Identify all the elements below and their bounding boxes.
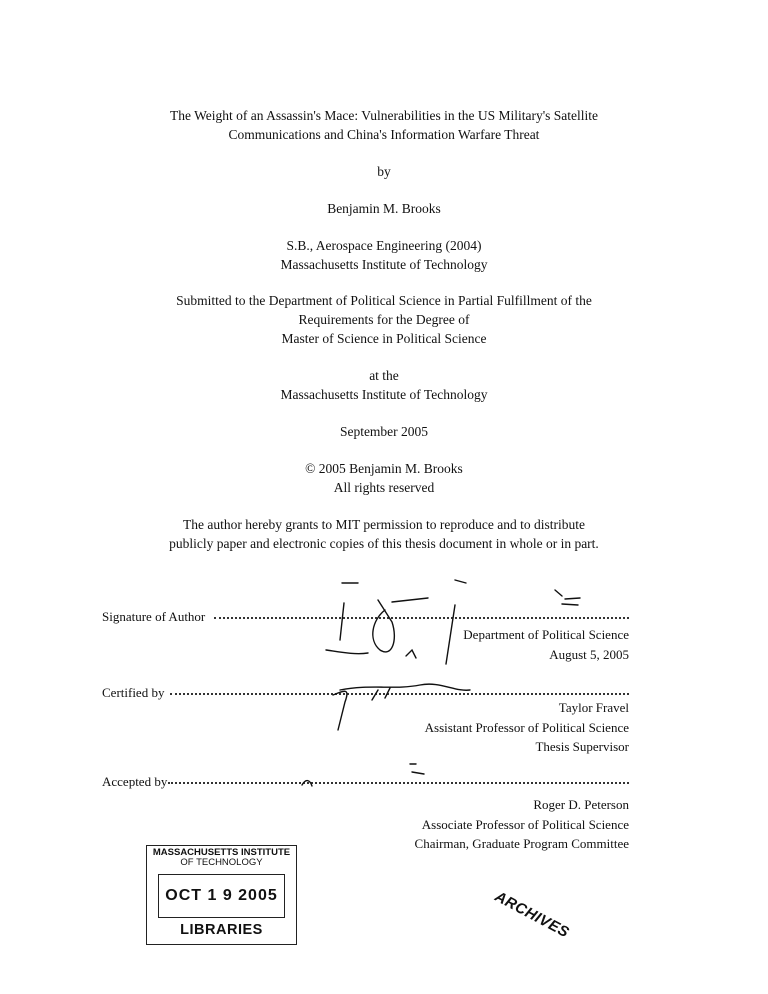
author-signature-stroke xyxy=(326,650,368,654)
stamp-institute: MASSACHUSETTS INSTITUTE xyxy=(152,847,291,858)
author-signature-stroke xyxy=(373,600,395,652)
title-line-1: The Weight of an Assassin's Mace: Vulnerabilities in the US Military's Satellite xyxy=(169,108,599,123)
copyright-line-2: All rights reserved xyxy=(333,480,435,495)
archives-stamp: ARCHIVES xyxy=(492,888,572,942)
submission-line-3: Master of Science in Political Science xyxy=(281,331,487,346)
author-signature-stroke xyxy=(340,603,344,640)
supervisor-name: Taylor Fravel xyxy=(558,700,629,715)
submission-date: September 2005 xyxy=(339,424,429,439)
author-signature-stroke xyxy=(555,590,580,605)
supervisor-signature-stroke xyxy=(333,691,347,730)
author-date: August 5, 2005 xyxy=(549,646,629,662)
stamp-libraries: LIBRARIES xyxy=(180,922,263,938)
copyright-line-1: © 2005 Benjamin M. Brooks xyxy=(305,461,463,476)
author-signature-stroke xyxy=(392,598,428,602)
author-signature-stroke xyxy=(446,605,455,664)
accepted-label: Accepted by xyxy=(102,774,168,789)
author-department: Department of Political Science xyxy=(463,627,629,642)
title-line-2: Communications and China's Information Warfare Threat xyxy=(228,127,540,142)
submission-line-2: Requirements for the Degree of xyxy=(298,312,470,327)
author-signature-stroke xyxy=(406,650,416,658)
library-stamp xyxy=(146,845,297,945)
by-label: by xyxy=(377,164,391,179)
supervisor-signature-stroke xyxy=(340,684,470,690)
author-signature-stroke xyxy=(455,580,466,583)
institution-line-2: Massachusetts Institute of Technology xyxy=(280,387,488,402)
grant-line-2: publicly paper and electronic copies of this thesis document in whole or in part. xyxy=(169,536,599,551)
stamp-date: OCT 1 9 2005 xyxy=(158,874,285,918)
prior-degree-line-2: Massachusetts Institute of Technology xyxy=(280,257,488,272)
chair-title: Associate Professor of Political Science xyxy=(421,816,629,832)
supervisor-title: Assistant Professor of Political Science xyxy=(424,719,629,735)
stamp-technology: OF TECHNOLOGY xyxy=(180,857,263,868)
supervisor-role: Thesis Supervisor xyxy=(535,739,629,754)
certified-label: Certified by xyxy=(102,685,165,700)
supervisor-signature-stroke xyxy=(372,688,390,700)
institution-line-1: at the xyxy=(369,368,399,383)
grant-line-1: The author hereby grants to MIT permission to reproduce and to distribute xyxy=(182,517,586,532)
submission-line-1: Submitted to the Department of Political Science in Partial Fulfillment of the xyxy=(176,293,592,308)
author-name: Benjamin M. Brooks xyxy=(327,201,441,216)
chair-name: Roger D. Peterson xyxy=(533,797,629,812)
prior-degree-line-1: S.B., Aerospace Engineering (2004) xyxy=(286,238,482,253)
chair-signature-stroke xyxy=(302,781,312,786)
chair-signature-stroke xyxy=(410,764,424,774)
signature-author-label: Signature of Author xyxy=(102,609,206,624)
chair-role: Chairman, Graduate Program Committee xyxy=(414,836,629,851)
